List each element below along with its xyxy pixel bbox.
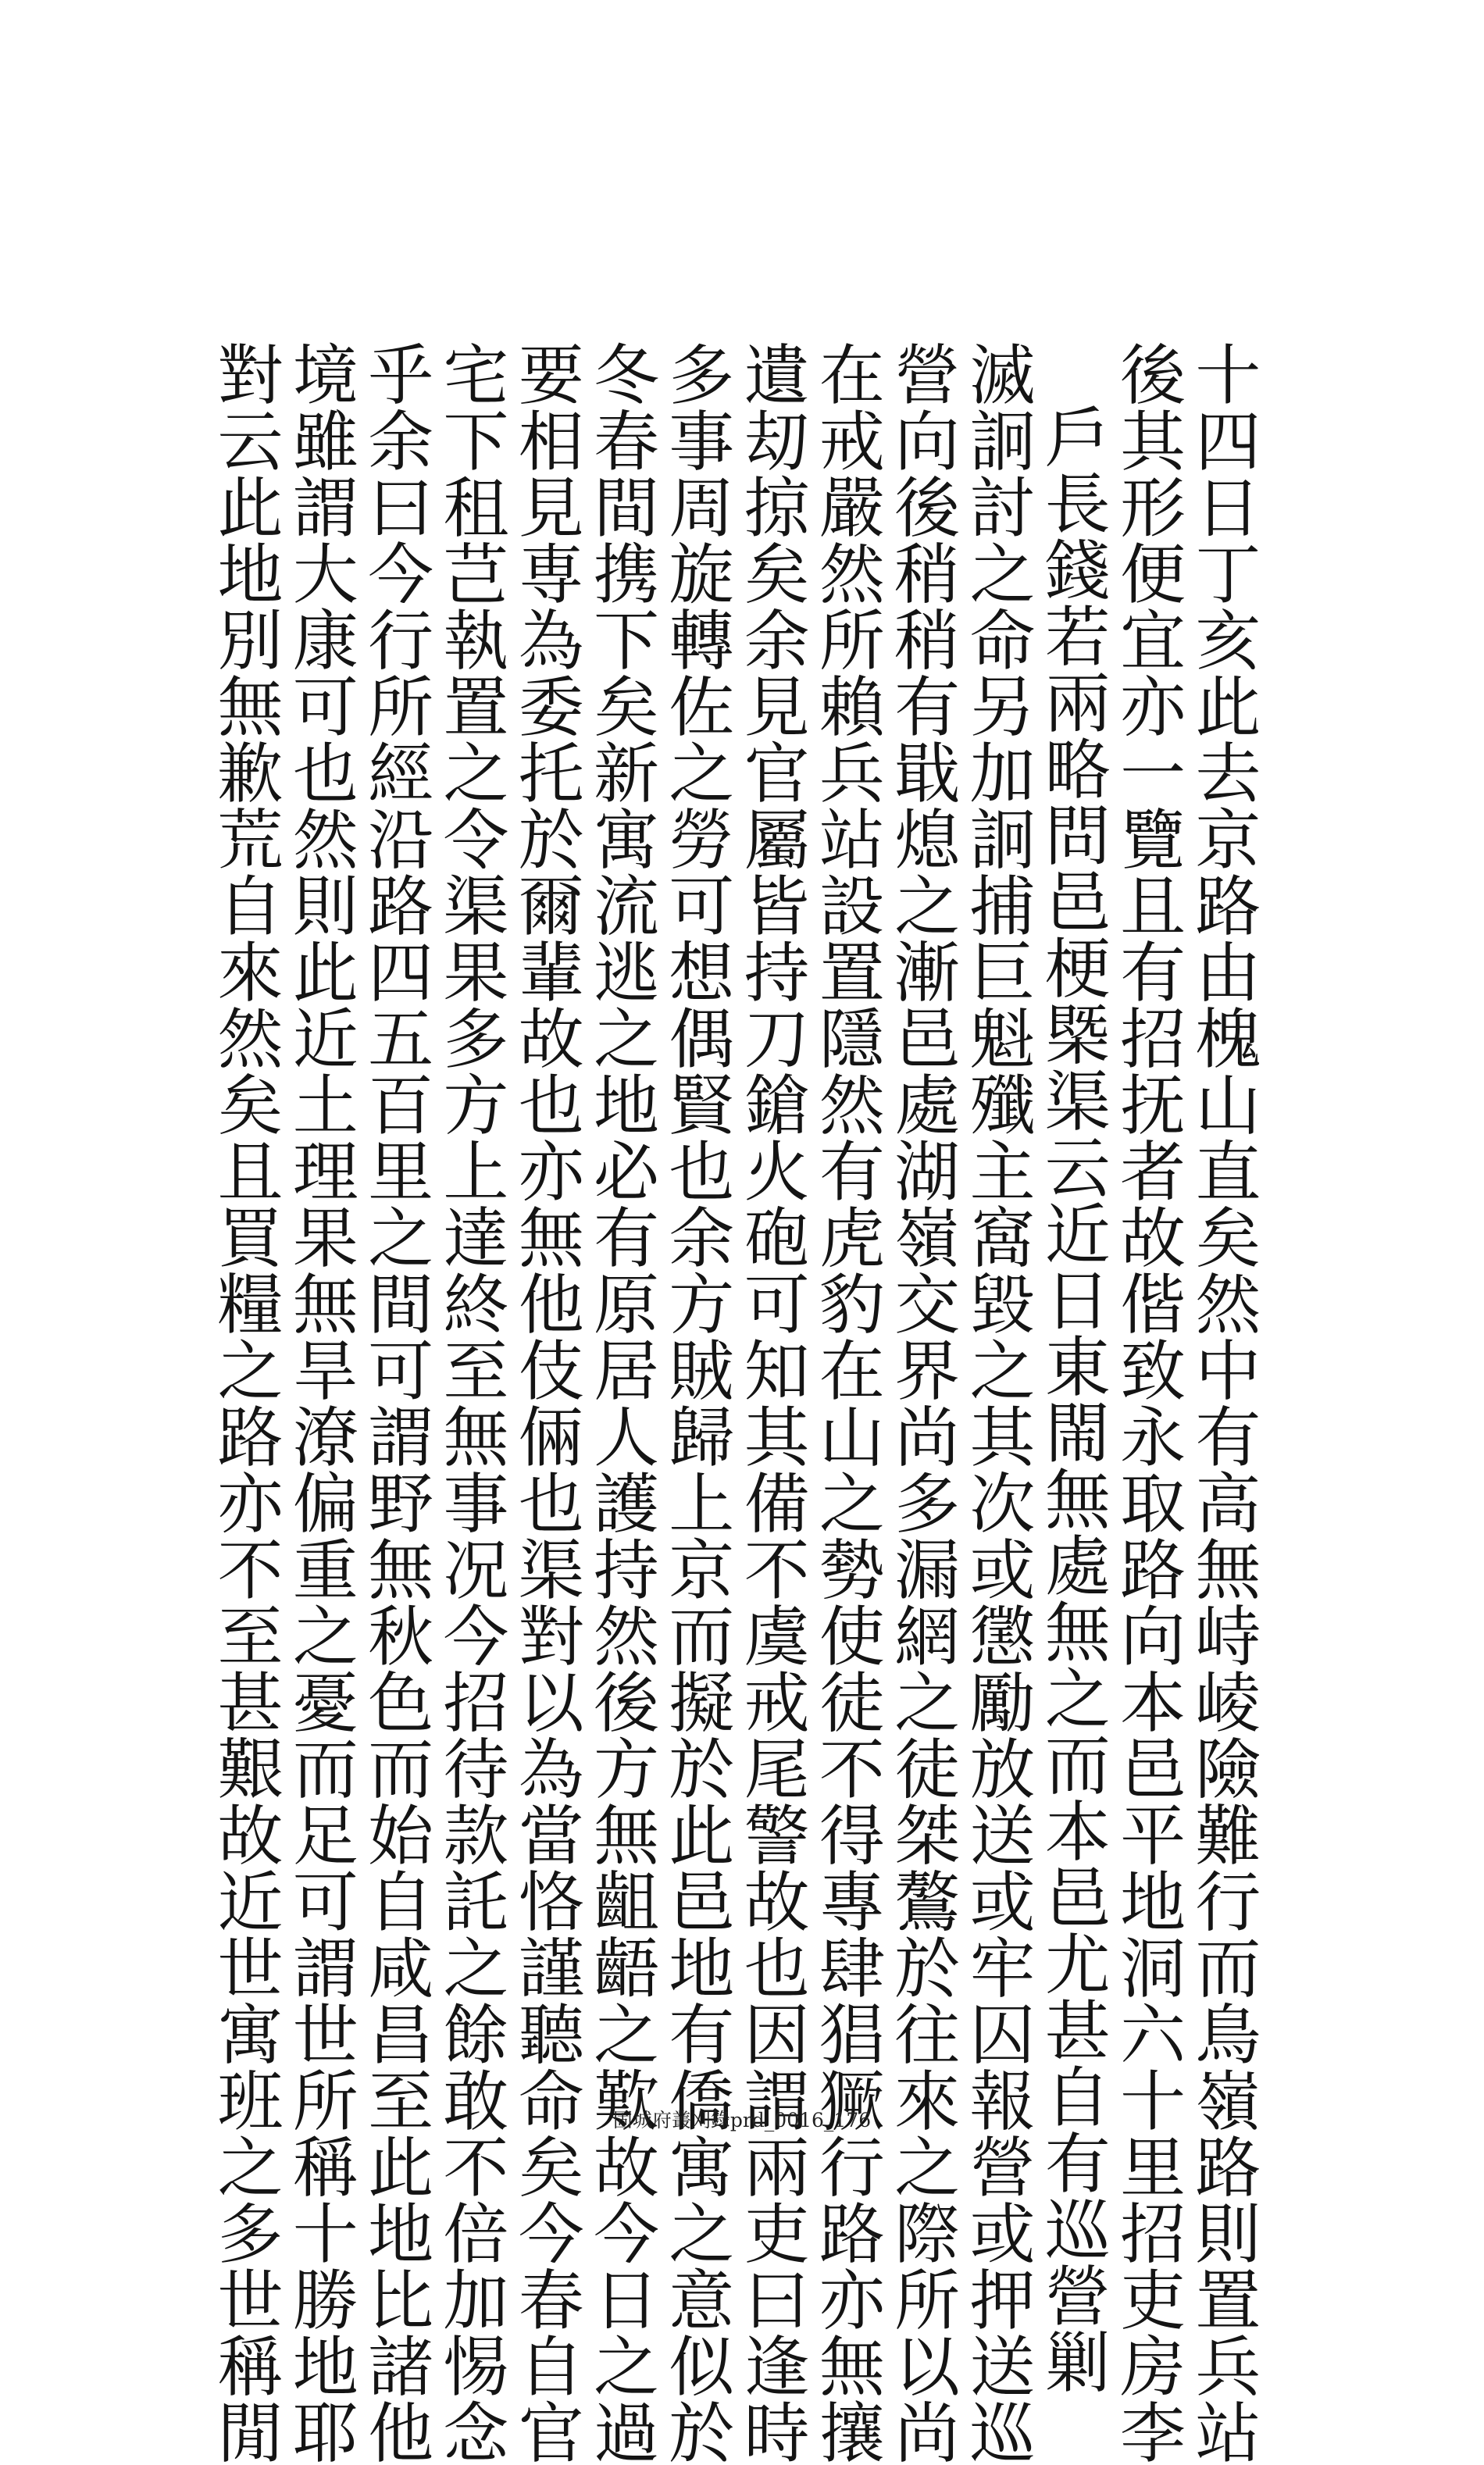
text-column-6: 在戒嚴然所賴兵站設置隱然有虎豹在山之勢使徒不得專肆猖獗行路亦無攘 (808, 341, 886, 2465)
text-column-3: 戶長錢若兩略問邑梗槩渠云近日東閙無處無之而本邑尤甚自有巡營剿 (1034, 403, 1111, 2395)
text-column-11: 宅下租芑執置之令渠果多方上達終至無事况今招待款託之餘敢不倍加惕念 (432, 341, 509, 2465)
page-footer-caption: 固城府叢刈錄prd_0016_176 (612, 2109, 872, 2131)
text-column-1: 十四日丁亥此去京路由槐山直矣然中有高無峙崚險難行而鳥嶺路則置兵站 (1184, 341, 1261, 2465)
text-column-9: 冬春間携下矣新寓流逃之地必有原居人護持然後方無齟齬之歎故今日之過 (583, 341, 660, 2465)
text-column-13: 境雖謂大康可也然則此近土理果無旱潦偏重之憂而足可謂世所稱十勝地耶 (282, 341, 359, 2465)
text-column-2: 後其形便宜亦一覽且有招抚者故偕致永取路向本邑平地洞六十里招吏房李 (1109, 341, 1186, 2465)
text-column-10: 要相見専為委托於爾輩故也亦無他伎倆也渠對以為當恪謹聽命矣今春自官 (508, 341, 585, 2465)
text-column-8: 多事周旋轉佐之勞可想偶賢也余方賊歸上京而擬於此邑地有僑寓之意似於 (658, 341, 735, 2465)
text-column-5: 營向後稍稍有戢熄之漸邑處湖嶺交界尚多漏網之徒桀鷔於往來之際所以尚 (883, 341, 961, 2465)
text-column-7: 遺刧掠矣余見官屬皆持刀鎗火砲可知其備不虞戒尾警故也因謂兩吏曰逢時 (733, 341, 811, 2465)
text-column-12: 乎余曰今行所經沿路四五百里之間可謂野無秋色而始自咸昌至此地比諸他 (357, 341, 434, 2465)
text-column-14: 對云此地別無歉荒自來然矣且買糧之路亦不至甚艱故近世寓班之多世稱閒 (207, 341, 284, 2465)
text-column-4: 滅詗討之命另加詗捕巨魁殲主窩毀之其次或懲勵放送或牢囚報營或押送巡 (958, 341, 1036, 2465)
